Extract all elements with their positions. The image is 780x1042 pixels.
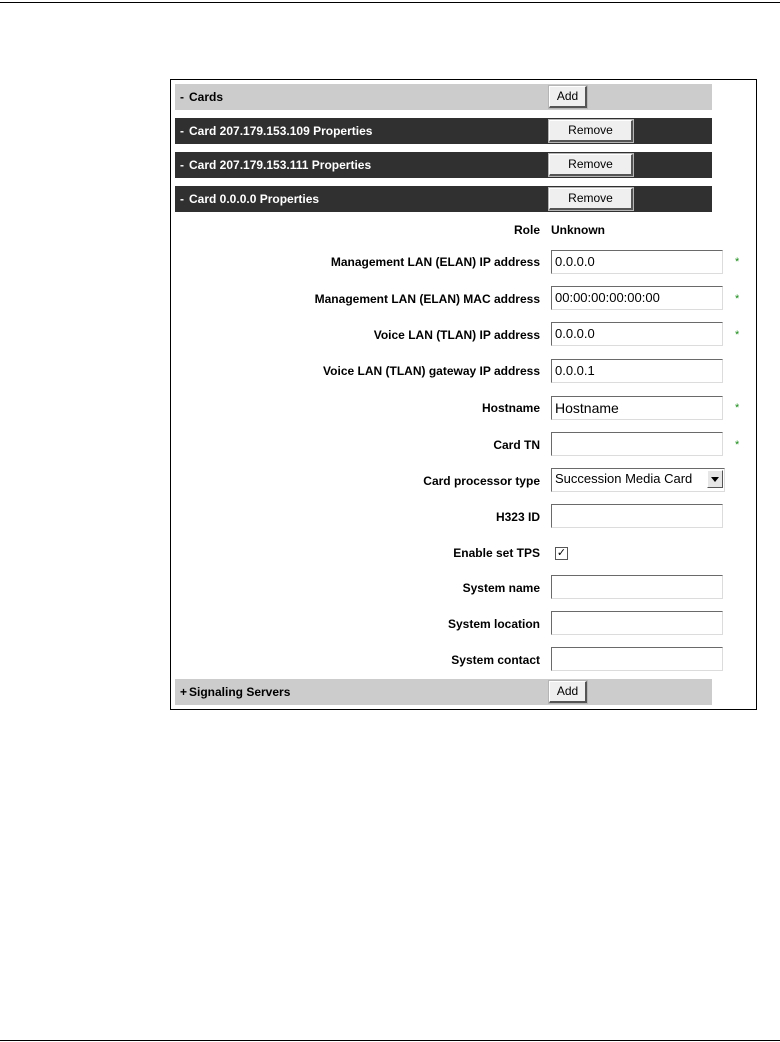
signaling-servers-title: Signaling Servers bbox=[189, 685, 291, 699]
role-value: Unknown bbox=[551, 223, 605, 237]
role-label: Role bbox=[513, 223, 540, 237]
elan-mac-input[interactable]: 00:00:00:00:00:00 bbox=[551, 286, 723, 310]
elan-ip-label: Management LAN (ELAN) IP address bbox=[330, 255, 540, 269]
cards-section-title: Cards bbox=[189, 90, 224, 104]
remove-card-111-button[interactable]: Remove bbox=[549, 154, 633, 176]
enable-set-tps-checkbox[interactable]: ✓ bbox=[556, 547, 567, 559]
elan-ip-input[interactable]: 0.0.0.0 bbox=[551, 250, 723, 274]
required-asterisk: * bbox=[735, 256, 740, 268]
tlan-ip-label: Voice LAN (TLAN) IP address bbox=[373, 328, 540, 342]
h323-id-input[interactable] bbox=[551, 504, 723, 528]
hostname-input[interactable]: Hostname bbox=[551, 396, 723, 420]
h323-id-label: H323 ID bbox=[495, 510, 540, 524]
system-name-label: System name bbox=[462, 581, 540, 595]
required-asterisk: * bbox=[735, 439, 740, 451]
bottom-page-rule bbox=[0, 1040, 780, 1041]
cards-configuration-panel bbox=[170, 79, 757, 710]
tlan-gateway-input[interactable]: 0.0.0.1 bbox=[551, 359, 723, 383]
remove-card-109-button[interactable]: Remove bbox=[549, 120, 633, 142]
system-contact-input[interactable] bbox=[551, 647, 723, 671]
dropdown-arrow-icon[interactable] bbox=[707, 470, 723, 488]
collapse-toggle-icon[interactable]: - bbox=[180, 158, 184, 172]
processor-type-value: Succession Media Card bbox=[555, 471, 693, 486]
add-signaling-server-button[interactable]: Add bbox=[549, 681, 587, 703]
collapse-toggle-icon[interactable]: - bbox=[180, 124, 184, 138]
system-location-label: System location bbox=[447, 617, 540, 631]
card-0-title: Card 0.0.0.0 Properties bbox=[189, 192, 320, 206]
system-location-input[interactable] bbox=[551, 611, 723, 635]
system-name-input[interactable] bbox=[551, 575, 723, 599]
top-page-rule bbox=[0, 2, 780, 3]
system-contact-label: System contact bbox=[451, 653, 540, 667]
card-tn-label: Card TN bbox=[493, 438, 540, 452]
expand-toggle-icon[interactable]: + bbox=[180, 685, 188, 699]
tlan-gateway-label: Voice LAN (TLAN) gateway IP address bbox=[323, 364, 540, 378]
remove-card-0-button[interactable]: Remove bbox=[549, 188, 633, 210]
tlan-ip-input[interactable]: 0.0.0.0 bbox=[551, 322, 723, 346]
required-asterisk: * bbox=[735, 329, 740, 341]
collapse-toggle-icon[interactable]: - bbox=[180, 192, 184, 206]
processor-type-label: Card processor type bbox=[423, 474, 540, 488]
cards-section-header[interactable] bbox=[175, 84, 712, 110]
processor-type-select[interactable] bbox=[551, 468, 725, 492]
card-109-title: Card 207.179.153.109 Properties bbox=[189, 124, 373, 138]
card-111-title: Card 207.179.153.111 Properties bbox=[189, 158, 372, 172]
hostname-label: Hostname bbox=[481, 401, 540, 415]
required-asterisk: * bbox=[735, 402, 740, 414]
enable-set-tps-label: Enable set TPS bbox=[453, 546, 540, 560]
card-tn-input[interactable] bbox=[551, 432, 723, 456]
collapse-toggle-icon[interactable]: - bbox=[180, 90, 184, 104]
elan-mac-label: Management LAN (ELAN) MAC address bbox=[314, 292, 540, 306]
signaling-servers-header[interactable] bbox=[175, 679, 712, 705]
add-card-button[interactable]: Add bbox=[549, 86, 587, 108]
required-asterisk: * bbox=[735, 293, 740, 305]
